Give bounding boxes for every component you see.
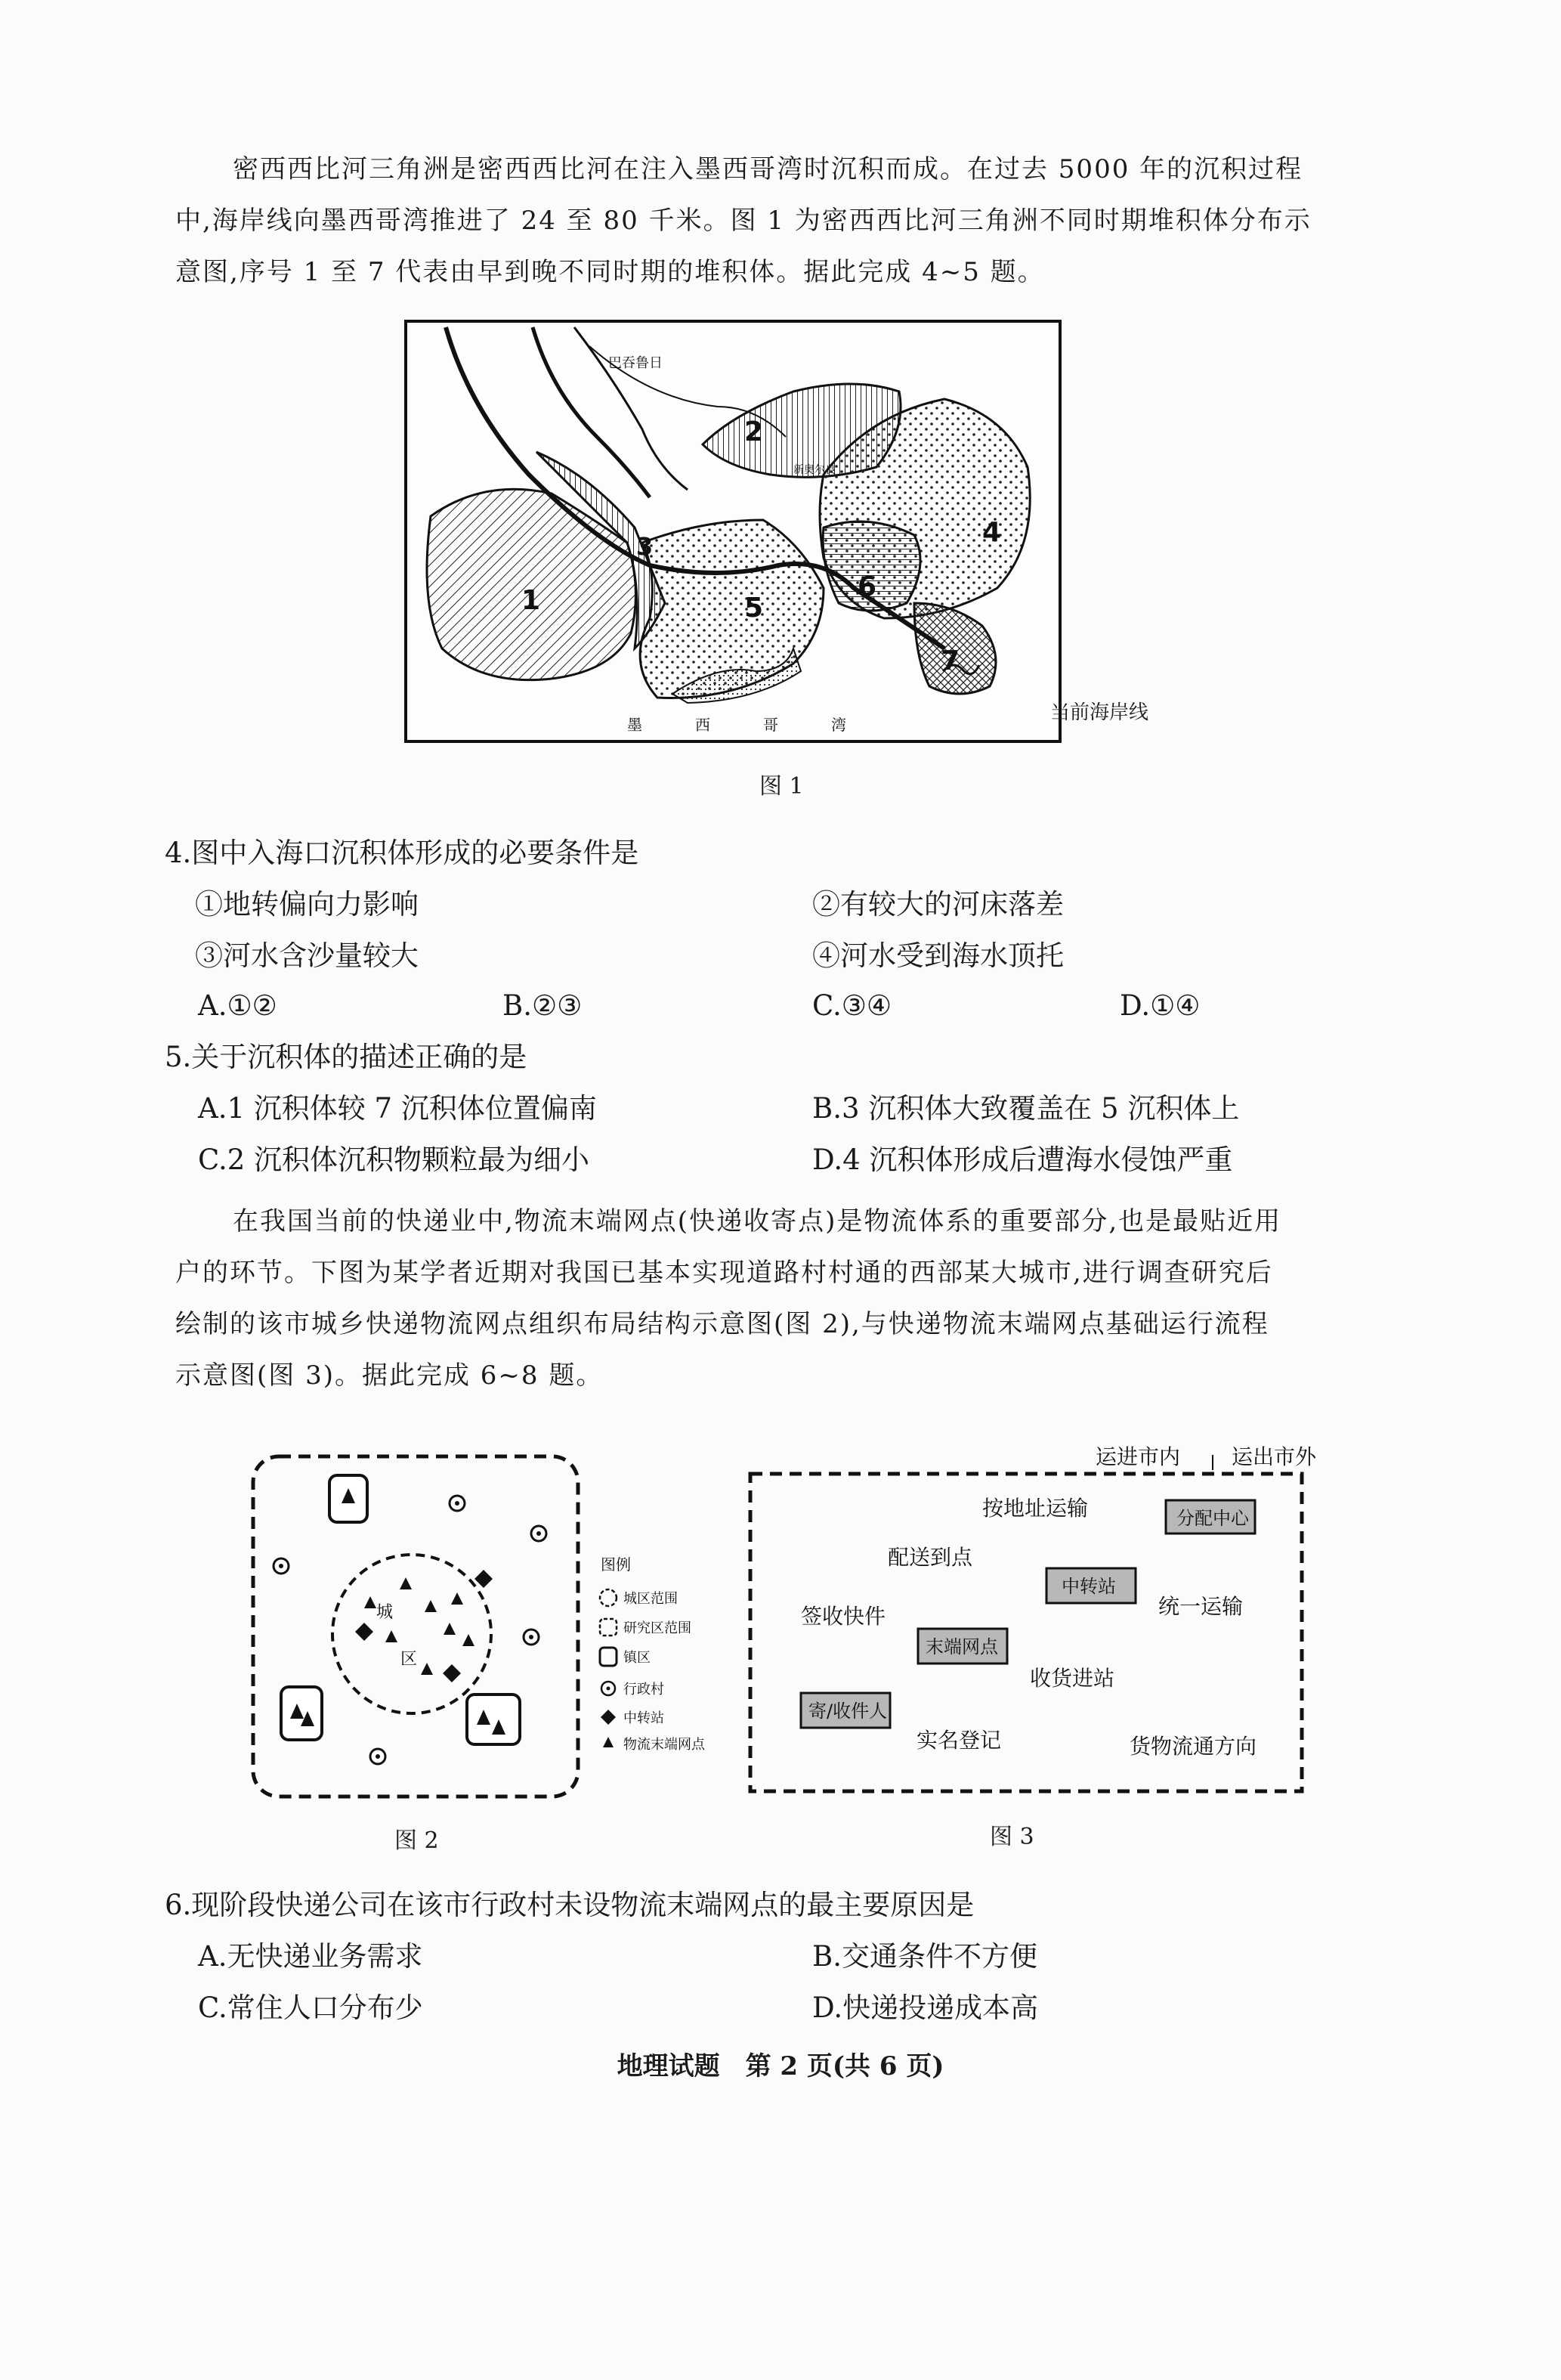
passage-2-line-4: 示意图(图 3)。据此完成 6~8 题。 [175,1360,604,1391]
town-2 [281,1687,322,1740]
figure-3-caption: 图 3 [990,1824,1034,1850]
passage-1 [175,144,1399,298]
label-address: 按地址运输 [982,1496,1089,1521]
label-5: 5 [744,593,764,624]
label-6: 6 [858,571,877,602]
label-deliver: 配送到点 [888,1545,973,1570]
label-2: 2 [744,416,764,447]
legend-title: 图例 [601,1555,631,1574]
village-3 [274,1558,289,1574]
passage-1-line-1: 密西西比河三角洲是密西西比河在注入墨西哥湾时沉积而成。在过去 5000 年的沉积过程 [233,154,1303,184]
label-receive: 收货进站 [1030,1666,1115,1691]
label-realname: 实名登记 [917,1728,1002,1753]
figure-2-layout [242,1445,756,1808]
label-unified: 统一运输 [1158,1594,1244,1619]
transfer-station-2 [355,1623,373,1641]
legend-town: 镇区 [623,1650,651,1666]
label-baton-rouge: 巴吞鲁日 [608,355,663,371]
label-gulf-3: 哥 [763,716,778,734]
city-label-2: 区 [400,1650,418,1669]
q4-choice-c[interactable]: C.③④ [812,989,892,1022]
passage-2 [175,1196,1399,1401]
q6-stem: 6.现阶段快递公司在该市行政村未设物流末端网点的最主要原因是 [165,1889,975,1921]
passage-2-line-2: 户的环节。下图为某学者近期对我国已基本实现道路村村通的西部某大城市,进行调查研究后 [175,1258,1273,1288]
legend-urban: 城区范围 [623,1591,678,1607]
q4-option-1: ①地转偏向力影响 [195,888,419,921]
village-4 [524,1629,539,1645]
q4-stem: 4.图中入海口沉积体形成的必要条件是 [165,837,639,869]
passage-1-line-2: 中,海岸线向墨西哥湾推进了 24 至 80 千米。图 1 为密西西比河三角洲不同时期堆积体分布示 [175,206,1312,236]
q5-choice-c[interactable]: C.2 沉积体沉积物颗粒最为细小 [198,1144,590,1176]
label-out-city: 运出市外 [1232,1444,1317,1469]
q4-option-3: ③河水含沙量较大 [195,939,419,972]
label-gulf-4: 湾 [831,716,846,734]
label-gulf-1: 墨 [627,716,642,734]
label-sign: 签收快件 [801,1604,886,1629]
q5-choice-b[interactable]: B.3 沉积体大致覆盖在 5 沉积体上 [812,1092,1240,1125]
q4-option-2: ②有较大的河床落差 [812,888,1064,921]
label-center: 分配中心 [1176,1508,1249,1529]
label-terminal: 末端网点 [926,1636,998,1657]
village-5 [370,1749,385,1764]
terminal-points [364,1577,474,1675]
q4-choice-d[interactable]: D.①④ [1120,989,1201,1022]
legend-study: 研究区范围 [623,1620,691,1636]
legend-village: 行政村 [623,1682,664,1698]
village-2 [531,1526,546,1541]
passage-2-line-3: 绘制的该市城乡快递物流网点组织布局结构示意图(图 2),与快递物流末端网点基础运行流程 [175,1309,1269,1339]
q4-choice-b[interactable]: B.②③ [502,989,583,1022]
label-7: 7 [941,645,960,676]
label-flow: 货物流通方向 [1130,1734,1257,1759]
q5-choice-a[interactable]: A.1 沉积体较 7 沉积体位置偏南 [198,1092,597,1125]
q4-choice-a[interactable]: A.①② [198,989,277,1022]
figure-3-flow [744,1440,1334,1803]
legend-terminal: 物流末端网点 [623,1737,705,1753]
q6-choice-c[interactable]: C.常住人口分布少 [198,1992,423,2024]
passage-2-line-1: 在我国当前的快递业中,物流末端网点(快递收寄点)是物流体系的重要部分,也是最贴近用 [233,1206,1282,1236]
passage-1-line-3: 意图,序号 1 至 7 代表由早到晚不同时期的堆积体。据此完成 4~5 题。 [175,257,1045,287]
transfer-station-1 [474,1570,493,1588]
q5-stem: 5.关于沉积体的描述正确的是 [165,1041,527,1073]
page-footer: 地理试题 第 2 页(共 6 页) [617,2051,944,2081]
legend-transfer: 中转站 [623,1710,664,1726]
village-1 [450,1496,465,1511]
label-gulf-2: 西 [695,716,710,734]
q6-choice-d[interactable]: D.快递投递成本高 [812,1992,1039,2024]
town-3 [467,1694,520,1744]
label-3: 3 [636,532,654,561]
study-area-boundary [253,1456,578,1797]
q6-choice-b[interactable]: B.交通条件不方便 [812,1940,1037,1973]
q6-choice-a[interactable]: A.无快递业务需求 [198,1940,423,1973]
transfer-station-3 [443,1664,461,1682]
label-4: 4 [982,517,1002,548]
q5-choice-d[interactable]: D.4 沉积体形成后遭海水侵蚀严重 [812,1144,1233,1176]
label-transfer: 中转站 [1062,1576,1116,1597]
label-new-orleans: 新奥尔良 [793,464,836,476]
urban-area-boundary [332,1555,491,1713]
figure-1-delta-map [400,316,1065,747]
town-1 [329,1475,367,1522]
q4-option-4: ④河水受到海水顶托 [812,939,1064,972]
city-label-1: 城 [376,1603,394,1622]
label-1: 1 [521,585,541,616]
figure-1-caption: 图 1 [759,773,804,800]
label-in-city: 运进市内 [1096,1444,1181,1469]
label-sender: 寄/收件人 [808,1701,888,1722]
coastline-legend-label: 当前海岸线 [1050,701,1149,724]
figure-2-caption: 图 2 [394,1828,439,1854]
